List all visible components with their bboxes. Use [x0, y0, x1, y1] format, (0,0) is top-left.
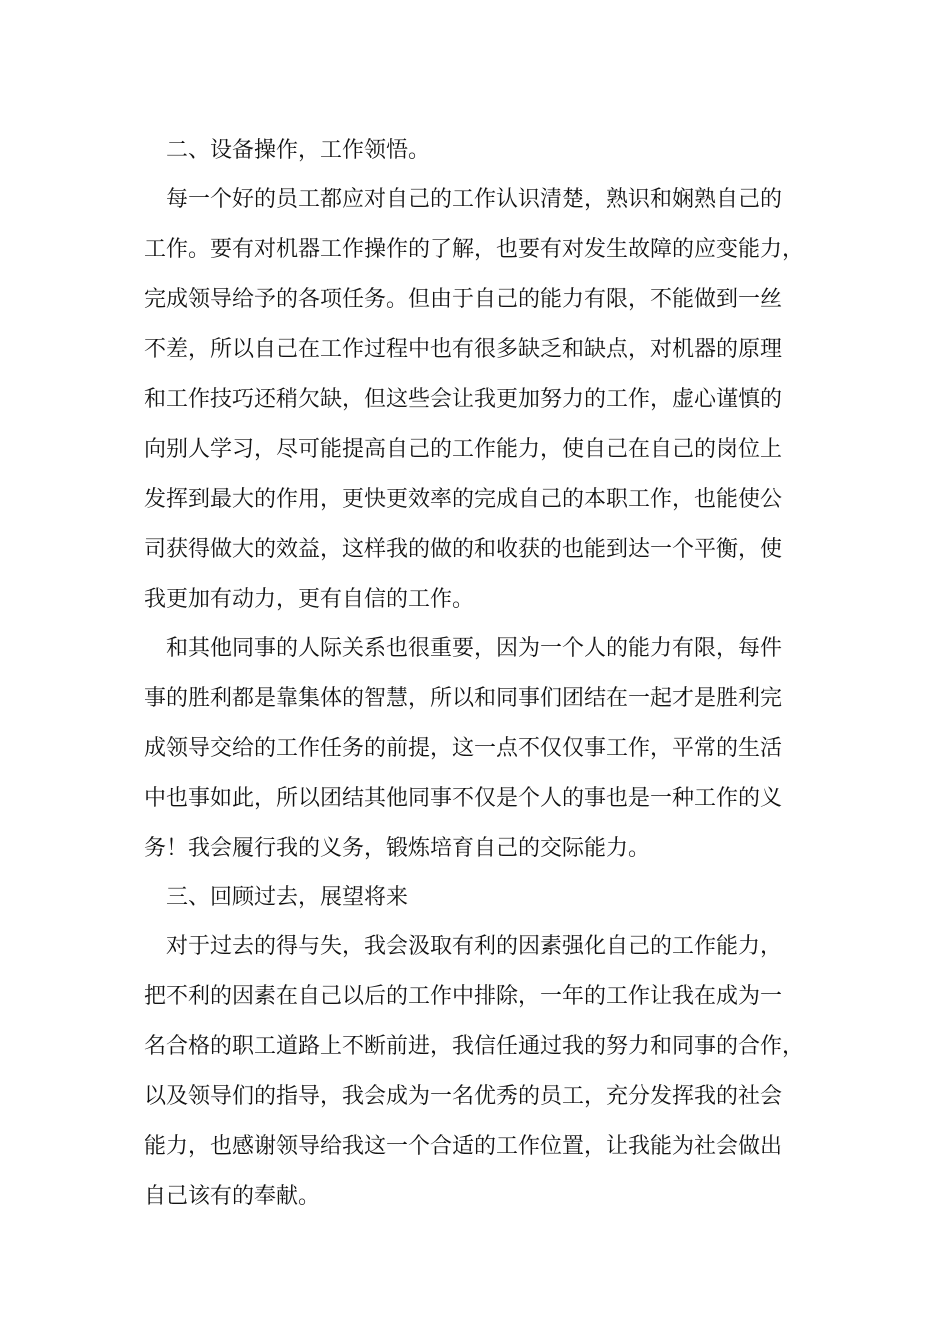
- paragraph-line: 以及领导们的指导，我会成为一名优秀的员工，充分发挥我的社会: [144, 1084, 783, 1109]
- paragraph-line: 把不利的因素在自己以后的工作中排除，一年的工作让我在成为一: [144, 984, 783, 1009]
- paragraph-line: 和工作技巧还稍欠缺，但这些会让我更加努力的工作，虚心谨慎的: [144, 387, 783, 412]
- section-heading-3: 三、回顾过去，展望将来: [166, 885, 409, 910]
- paragraph-line: 和其他同事的人际关系也很重要，因为一个人的能力有限，每件: [166, 636, 783, 661]
- paragraph-line: 工作。要有对机器工作操作的了解，也要有对发生故障的应变能力，: [144, 237, 805, 262]
- paragraph-line: 向别人学习，尽可能提高自己的工作能力，使自己在自己的岗位上: [144, 437, 783, 462]
- paragraph-line: 不差，所以自己在工作过程中也有很多缺乏和缺点，对机器的原理: [144, 337, 783, 362]
- paragraph-line: 司获得做大的效益，这样我的做的和收获的也能到达一个平衡，使: [144, 537, 783, 562]
- paragraph-line: 事的胜利都是靠集体的智慧，所以和同事们团结在一起才是胜利完: [144, 686, 783, 711]
- section-heading-2: 二、设备操作，工作领悟。: [166, 138, 431, 163]
- paragraph-line: 务！我会履行我的义务，锻炼培育自己的交际能力。: [144, 836, 651, 861]
- paragraph-line: 能力，也感谢领导给我这一个合适的工作位置，让我能为社会做出: [144, 1134, 783, 1159]
- paragraph-line: 自己该有的奉献。: [144, 1184, 321, 1209]
- paragraph-line: 完成领导给予的各项任务。但由于自己的能力有限，不能做到一丝: [144, 287, 783, 312]
- paragraph-line: 名合格的职工道路上不断前进，我信任通过我的努力和同事的合作，: [144, 1034, 805, 1059]
- paragraph-line: 成领导交给的工作任务的前提，这一点不仅仅事工作，平常的生活: [144, 736, 783, 761]
- paragraph-line: 对于过去的得与失，我会汲取有利的因素强化自己的工作能力，: [166, 934, 783, 959]
- paragraph-line: 我更加有动力，更有自信的工作。: [144, 587, 475, 612]
- paragraph-line: 中也事如此，所以团结其他同事不仅是个人的事也是一种工作的义: [144, 786, 783, 811]
- paragraph-line: 每一个好的员工都应对自己的工作认识清楚，熟识和娴熟自己的: [166, 187, 783, 212]
- paragraph-line: 发挥到最大的作用，更快更效率的完成自己的本职工作，也能使公: [144, 487, 783, 512]
